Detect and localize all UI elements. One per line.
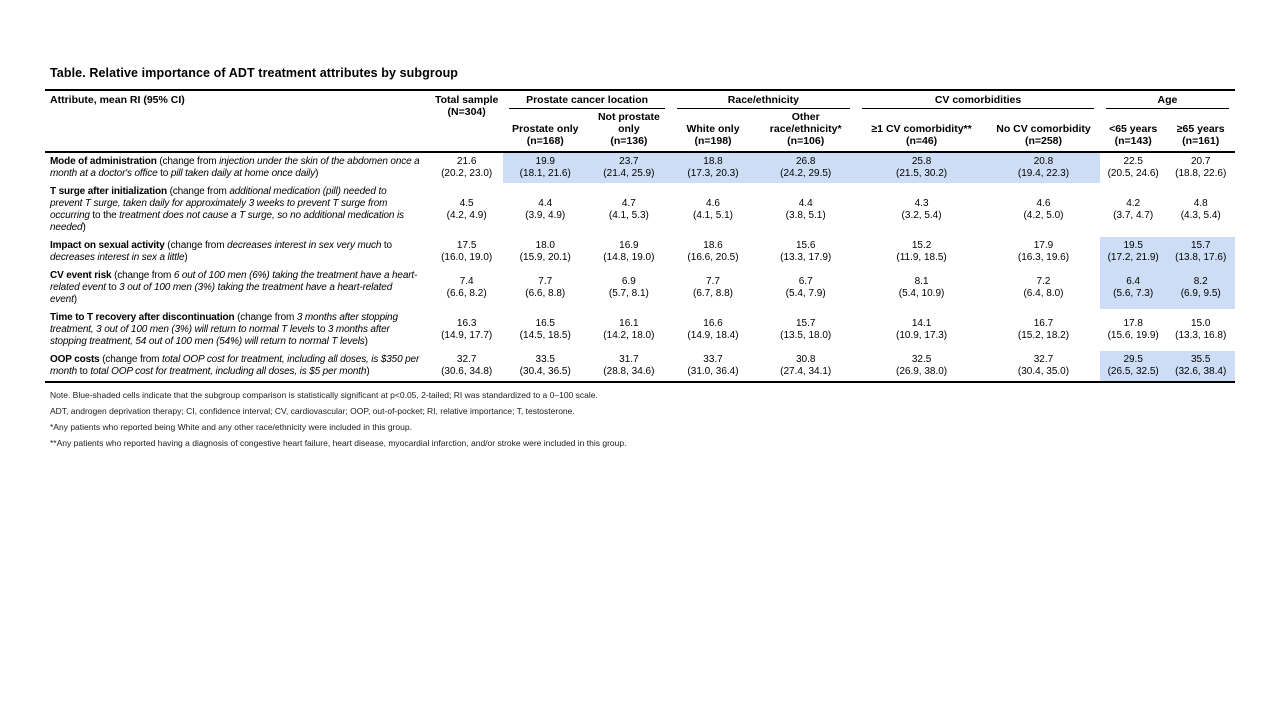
value-cell: 15.7 (13.8, 17.6) bbox=[1166, 237, 1235, 267]
header-col-under-65-years bbox=[1100, 109, 1167, 152]
attribute-label: Impact on sexual activity bbox=[50, 240, 165, 251]
value-cell: 8.1 (5.4, 10.9) bbox=[898, 276, 945, 299]
adt-attributes-table bbox=[45, 89, 1235, 383]
value-cell: 20.8 (19.4, 22.3) bbox=[987, 152, 1100, 183]
value-cell: 17.8 (15.6, 19.9) bbox=[1107, 318, 1159, 341]
value-cell: 4.2 (3.7, 4.7) bbox=[1113, 198, 1154, 221]
value-cell: 22.5 (20.5, 24.6) bbox=[1107, 156, 1159, 179]
value-cell: 6.9 (5.7, 8.1) bbox=[608, 276, 649, 299]
value-cell: 15.0 (13.3, 16.8) bbox=[1175, 318, 1227, 341]
value-cell: 4.5 (4.2, 4.9) bbox=[446, 198, 487, 221]
attribute-cell bbox=[45, 183, 430, 237]
header-col-white-only bbox=[671, 109, 756, 152]
value-cell: 32.5 (26.9, 38.0) bbox=[895, 354, 948, 377]
value-cell: 23.7 (21.4, 25.9) bbox=[587, 152, 671, 183]
header-group-label: Age bbox=[1106, 94, 1229, 109]
header-col-line2: (n=136) bbox=[610, 135, 648, 147]
header-col-other-race-ethnicity bbox=[755, 109, 856, 152]
header-group-prostate-cancer-location bbox=[503, 90, 670, 109]
attribute-description: (change from 6 out of 100 men (6%) taking the treatment have a heart-related event to 3 out of 100 men (3%) taking the treatment have a heart-related event) bbox=[50, 270, 418, 305]
attribute-cell bbox=[45, 309, 430, 351]
attribute-label: T surge after initialization bbox=[50, 186, 167, 197]
attribute-label: Time to T recovery after discontinuation bbox=[50, 312, 235, 323]
value-cell: 17.9 (16.3, 19.6) bbox=[1017, 240, 1070, 263]
value-cell: 35.5 (32.6, 38.4) bbox=[1166, 351, 1235, 382]
value-cell: 7.4 (6.6, 8.2) bbox=[446, 276, 487, 299]
value-cell: 18.8 (17.3, 20.3) bbox=[671, 152, 756, 183]
header-attribute: Attribute, mean RI (95% CI) bbox=[45, 90, 430, 152]
header-col-line2: (n=258) bbox=[1024, 135, 1063, 147]
header-group-cv-comorbidities bbox=[856, 90, 1100, 109]
table-row bbox=[45, 237, 1235, 267]
attribute-description: (change from total OOP cost for treatment, including all doses, is $350 per month to total OOP cost for treatment, including all doses, is $5 per month) bbox=[50, 354, 420, 377]
header-group-row bbox=[45, 90, 1235, 109]
header-col-ge1-cv-comorbidity bbox=[856, 109, 987, 152]
header-col-line1: ≥1 CV comorbidity** (n=46) bbox=[871, 123, 972, 147]
footnote-cv-definition: **Any patients who reported having a diagnosis of congestive heart failure, heart disease, myocardial infarction, and/or stroke were included in this group. bbox=[50, 438, 627, 448]
header-col-line1: White only bbox=[686, 123, 740, 135]
table-row bbox=[45, 152, 1235, 183]
header-col-line2: (n=161) bbox=[1182, 135, 1220, 147]
value-cell: 4.4 (3.8, 5.1) bbox=[785, 198, 826, 221]
value-cell: 32.7 (30.4, 35.0) bbox=[1017, 354, 1070, 377]
value-cell: 4.6 (4.2, 5.0) bbox=[1023, 198, 1064, 221]
header-col-line1: ≥65 years bbox=[1176, 123, 1225, 135]
value-cell: 15.7 (13.5, 18.0) bbox=[780, 318, 832, 341]
header-col-line2: (n=198) bbox=[694, 135, 732, 147]
value-cell: 14.1 (10.9, 17.3) bbox=[895, 318, 948, 341]
value-cell: 6.4 (5.6, 7.3) bbox=[1100, 267, 1167, 309]
header-col-65-and-over bbox=[1166, 109, 1235, 152]
attribute-description: (change from decreases interest in sex very much to decreases interest in sex a little) bbox=[50, 240, 392, 263]
header-total-line2: (N=304) bbox=[447, 106, 486, 118]
attribute-description: (change from 3 months after stopping treatment, 3 out of 100 men (3%) will return to normal T levels to 3 months after stopping treatment, 54 out of 100 men (54%) will return to normal T levels) bbox=[50, 312, 398, 347]
table-title: Table. Relative importance of ADT treatment attributes by subgroup bbox=[50, 66, 459, 80]
header-col-line2: (n=168) bbox=[526, 135, 564, 147]
value-cell: 20.7 (18.8, 22.6) bbox=[1175, 156, 1227, 179]
header-group-label: Race/ethnicity bbox=[677, 94, 850, 109]
value-cell: 21.6 (20.2, 23.0) bbox=[441, 156, 493, 179]
footnote-race-definition: *Any patients who reported being White and any other race/ethnicity were included in this group. bbox=[50, 422, 412, 432]
attribute-description: (change from additional medication (pill) needed to prevent T surge, taken daily for approximately 3 weeks to prevent T surge from occurring to the treatment does not cause a T surge, so no additional medication is needed) bbox=[50, 186, 404, 233]
header-group-age bbox=[1100, 90, 1235, 109]
value-cell: 33.7 (31.0, 36.4) bbox=[687, 354, 739, 377]
header-total-line1: Total sample bbox=[434, 94, 499, 106]
header-col-line2: (n=143) bbox=[1114, 135, 1152, 147]
table-row bbox=[45, 351, 1235, 382]
value-cell: 32.7 (30.6, 34.8) bbox=[441, 354, 493, 377]
value-cell: 6.7 (5.4, 7.9) bbox=[785, 276, 826, 299]
attribute-cell bbox=[45, 237, 430, 267]
header-group-label: Prostate cancer location bbox=[509, 94, 664, 109]
table-header bbox=[45, 90, 1235, 152]
value-cell: 29.5 (26.5, 32.5) bbox=[1100, 351, 1167, 382]
value-cell: 15.6 (13.3, 17.9) bbox=[780, 240, 832, 263]
value-cell: 26.8 (24.2, 29.5) bbox=[755, 152, 856, 183]
attribute-cell bbox=[45, 351, 430, 382]
attribute-label: CV event risk bbox=[50, 270, 112, 281]
value-cell: 7.2 (6.4, 8.0) bbox=[1023, 276, 1064, 299]
value-cell: 4.6 (4.1, 5.1) bbox=[692, 198, 734, 221]
header-group-label: CV comorbidities bbox=[862, 94, 1094, 109]
value-cell: 16.6 (14.9, 18.4) bbox=[687, 318, 739, 341]
value-cell: 17.5 (16.0, 19.0) bbox=[441, 240, 493, 263]
value-cell: 16.1 (14.2, 18.0) bbox=[603, 318, 655, 341]
value-cell: 4.4 (3.9, 4.9) bbox=[525, 198, 566, 221]
attribute-cell bbox=[45, 152, 430, 183]
header-col-line2: (n=106) bbox=[787, 135, 825, 147]
table-body bbox=[45, 152, 1235, 382]
header-col-line1: <65 years bbox=[1109, 123, 1158, 135]
header-total-sample bbox=[430, 90, 504, 152]
value-cell: 16.7 (15.2, 18.2) bbox=[1017, 318, 1070, 341]
value-cell: 4.7 (4.1, 5.3) bbox=[608, 198, 649, 221]
value-cell: 16.9 (14.8, 19.0) bbox=[603, 240, 655, 263]
value-cell: 18.6 (16.6, 20.5) bbox=[687, 240, 739, 263]
value-cell: 16.5 (14.5, 18.5) bbox=[519, 318, 571, 341]
table-row bbox=[45, 183, 1235, 237]
header-col-prostate-only bbox=[503, 109, 587, 152]
header-col-line1: No CV comorbidity bbox=[996, 123, 1091, 135]
value-cell: 16.3 (14.9, 17.7) bbox=[441, 318, 493, 341]
header-group-race-ethnicity bbox=[671, 90, 856, 109]
header-col-line1: Other race/ethnicity* bbox=[769, 111, 842, 135]
value-cell: 15.2 (11.9, 18.5) bbox=[896, 240, 947, 263]
footnotes bbox=[50, 390, 1235, 449]
value-cell: 31.7 (28.8, 34.6) bbox=[603, 354, 655, 377]
value-cell: 4.3 (3.2, 5.4) bbox=[901, 198, 942, 221]
table-row bbox=[45, 309, 1235, 351]
value-cell: 25.8 (21.5, 30.2) bbox=[856, 152, 987, 183]
value-cell: 7.7 (6.7, 8.8) bbox=[692, 276, 734, 299]
attribute-label: Mode of administration bbox=[50, 156, 157, 167]
attribute-label: OOP costs bbox=[50, 354, 100, 365]
header-col-no-cv-comorbidity bbox=[987, 109, 1100, 152]
footnote-abbreviations: ADT, androgen deprivation therapy; CI, confidence interval; CV, cardiovascular; OOP, out-of-pocket; RI, relative importance; T, testosterone. bbox=[50, 406, 575, 416]
table-row bbox=[45, 267, 1235, 309]
value-cell: 33.5 (30.4, 36.5) bbox=[519, 354, 571, 377]
attribute-cell bbox=[45, 267, 430, 309]
value-cell: 8.2 (6.9, 9.5) bbox=[1166, 267, 1235, 309]
header-col-not-prostate-only bbox=[587, 109, 671, 152]
value-cell: 7.7 (6.6, 8.8) bbox=[525, 276, 566, 299]
header-col-line1: Not prostate only bbox=[597, 111, 660, 135]
value-cell: 19.9 (18.1, 21.6) bbox=[503, 152, 587, 183]
value-cell: 18.0 (15.9, 20.1) bbox=[519, 240, 571, 263]
value-cell: 19.5 (17.2, 21.9) bbox=[1100, 237, 1167, 267]
value-cell: 30.8 (27.4, 34.1) bbox=[780, 354, 832, 377]
value-cell: 4.8 (4.3, 5.4) bbox=[1180, 198, 1221, 221]
footnote-significance: Note. Blue-shaded cells indicate that the subgroup comparison is statistically significant at p<0.05, 2-tailed; RI was standardized to a 0–100 scale. bbox=[50, 390, 598, 400]
attribute-description: (change from injection under the skin of the abdomen once a month at a doctor's office to pill taken daily at home once daily) bbox=[50, 156, 420, 179]
header-col-line1: Prostate only bbox=[511, 123, 579, 135]
